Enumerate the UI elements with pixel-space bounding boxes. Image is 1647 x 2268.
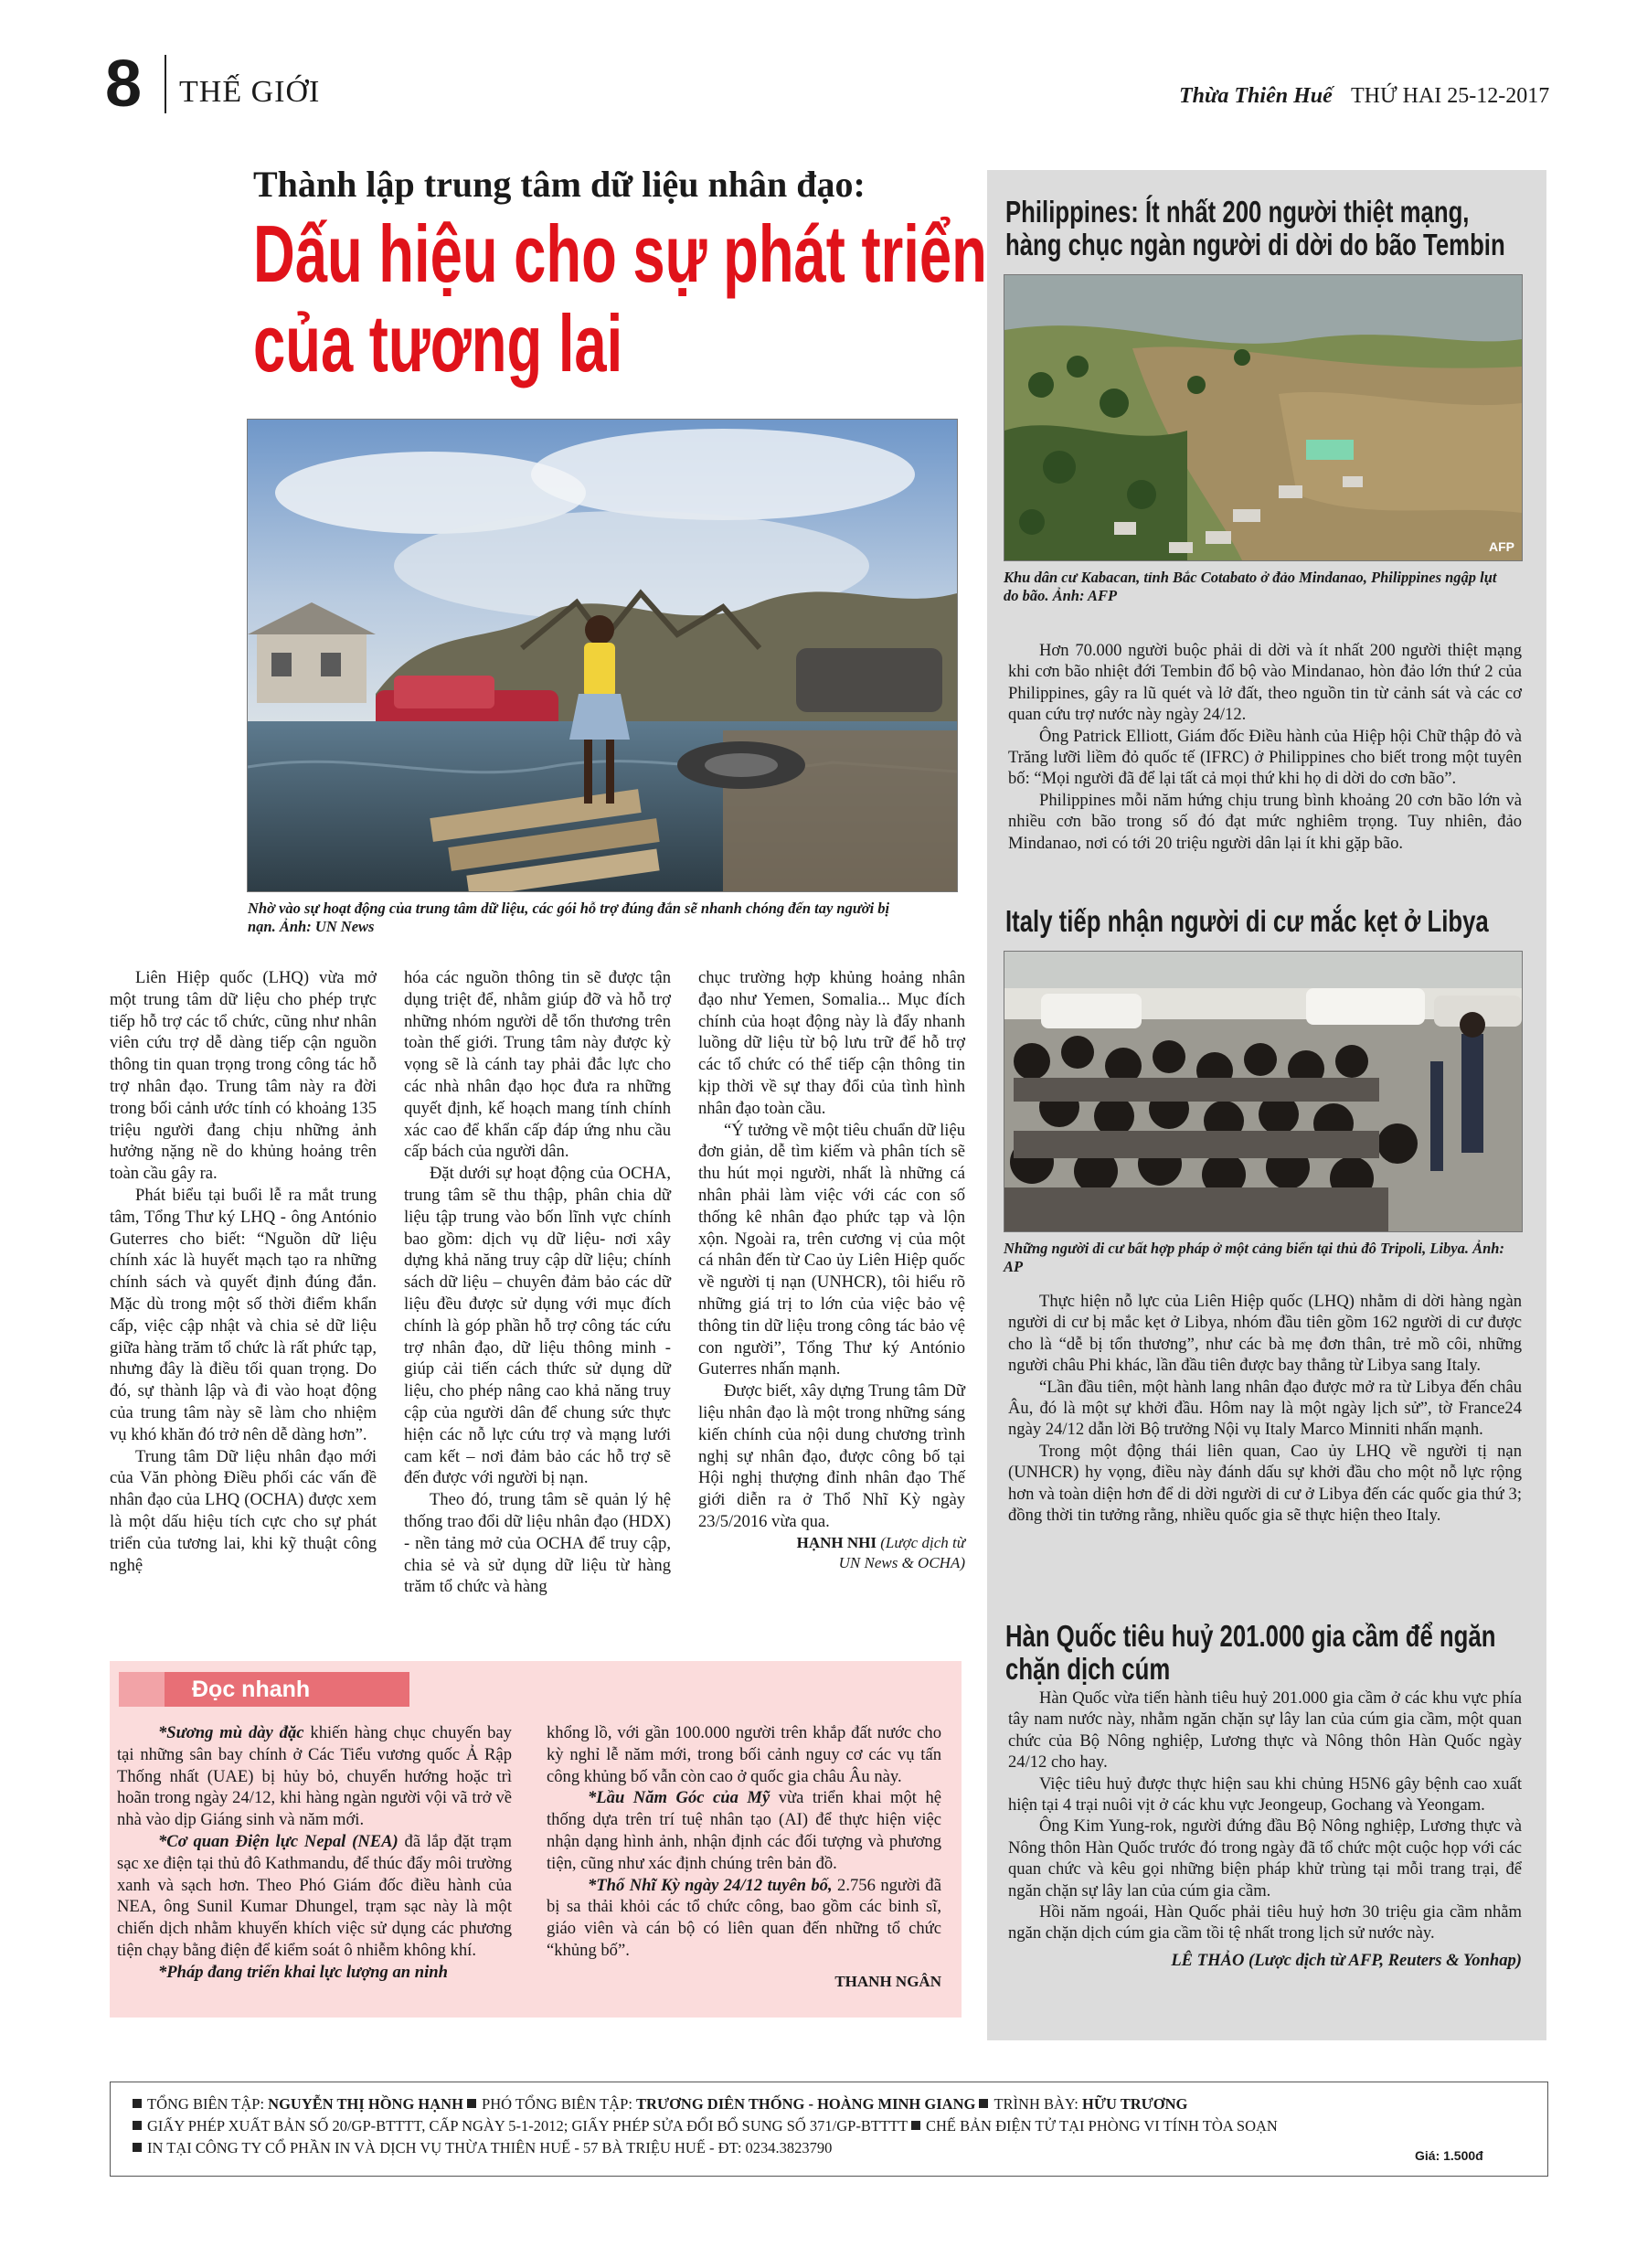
quick-read-left-column xyxy=(117,1722,512,1984)
quick-read-item xyxy=(117,1722,512,1831)
bullet-square-icon xyxy=(133,2099,142,2108)
korea-headline-line1: Hàn Quốc tiêu huỷ 201.000 gia cầm để ngăn xyxy=(1005,1619,1496,1653)
bullet-square-icon xyxy=(911,2121,920,2130)
main-col1-paragraph: Phát biểu tại buổi lễ ra mắt trung tâm, Tổng Thư ký LHQ - ông António Guterres cho biết: “Nguồn dữ liệu chính xác là huyết mạch tạo ra những chính sách và quyết định đúng đắn. Mặc dù trong một số thời điểm khẩn cấp, việc cập nhật và chia sẻ dữ liệu giữa hàng trăm tổ chức là rất phức tạp, nhưng đây là điều tối quan trọng. Do đó, sự thành lập và đi vào hoạt động của trung tâm này sẽ làm cho nhiệm vụ khó khăn đó trở nên dễ dàng hơn”. xyxy=(110,1185,377,1444)
footer-label: TRÌNH BÀY: xyxy=(994,2095,1079,2113)
price-label: Giá: 1.500đ xyxy=(1415,2148,1483,2163)
philippines-headline-line1: Philippines: Ít nhất 200 người thiệt mạng, xyxy=(1005,195,1470,229)
italy-paragraph: Trong một động thái liên quan, Cao ủy LHQ về người tị nạn (UNHCR) hy vọng, điều này đánh dấu sự khởi đầu cho một nỗ lực rộng hơn và toàn diện hơn để di dời người di cư ở Libya đến các quốc gia thứ 3; đồng thời tin tưởng rằng, nhiều quốc gia sẽ thực hiện theo Italy. xyxy=(1008,1441,1522,1526)
quick-read-lead: *Sương mù dày đặc xyxy=(158,1723,304,1742)
main-kicker: Thành lập trung tâm dữ liệu nhân đạo: xyxy=(253,164,866,205)
main-col2-paragraph: Đặt dưới sự hoạt động của OCHA, trung tâm sẽ thu thập, phân chia dữ liệu tập trung vào bốn lĩnh vực chính bao gồm: dịch vụ dữ liệu- nơi xây dựng khả năng truy cập dữ liệu; chính sách dữ liệu – chuyên đảm bảo các dữ liệu đều được sử dụng với mục đích chính là góp phần hỗ trợ công tác cứu trợ nhân đạo, dữ liệu thông minh - giúp cải tiến cách thức sử dụng dữ liệu, cho phép nâng cao khả năng truy cập của người dân để chung sức thực hiện các nỗ lực cứu trợ và mạng lưới cam kết – nơi đảm bảo các hỗ trợ sẽ đến được với người bị nạn. xyxy=(404,1164,671,1488)
main-column-2 xyxy=(404,967,671,1598)
korea-story-body xyxy=(1008,1688,1522,1971)
libya-migrants-photo xyxy=(1004,951,1523,1232)
quick-read-lead: *Cơ quan Điện lực Nepal (NEA) xyxy=(158,1831,398,1851)
main-photo xyxy=(247,419,958,892)
quick-read-text: khổng lồ, với gần 100.000 người trên khắp đất nước cho kỳ nghỉ lễ năm mới, trong bối cảnh nguy cơ các vụ tấn công khủng bố vẫn còn cao ở quốc gia châu Âu này. xyxy=(547,1723,941,1786)
bullet-square-icon xyxy=(979,2099,988,2108)
footer-printer: IN TẠI CÔNG TY CỔ PHẦN IN VÀ DỊCH VỤ THỪA THIÊN HUẾ - 57 BÀ TRIỆU HUẾ - ĐT: 0234.3823790 xyxy=(147,2139,833,2156)
section-name: THẾ GIỚI xyxy=(179,75,321,109)
quick-read-item xyxy=(547,1722,941,1787)
quick-read-byline: THANH NGÂN xyxy=(834,1972,941,1990)
korea-paragraph: Ông Kim Yung-rok, người đứng đầu Bộ Nông nghiệp, Lương thực và Nông thôn Hàn Quốc trước đó trong ngày đã tổ chức một cuộc họp với các quan chức và kêu gọi những biện pháp khử trùng tại mỗi trang trại, để ngăn chặn sự lây lan của cúm gia cầm. xyxy=(1008,1816,1522,1901)
main-byline-name: HẠNH NHI xyxy=(796,1533,877,1551)
philippines-paragraph: Hơn 70.000 người buộc phải di dời và ít nhất 200 người thiệt mạng khi cơn bão nhiệt đới Tembin đổ bộ vào Mindanao, hòn đảo lớn thứ 2 của Philippines, gây ra lũ quét và lở đất, theo nguồn tin từ cảnh sát và các cơ quan cứu trợ nước này ngày 24/12. xyxy=(1008,641,1522,725)
footer-typesetting: CHẾ BẢN ĐIỆN TỬ TẠI PHÒNG VI TÍNH TÒA SOẠN xyxy=(926,2117,1278,2135)
quick-read-lead: *Lầu Năm Góc của Mỹ xyxy=(588,1788,770,1808)
quick-read-lead: *Pháp đang triển khai lực lượng an ninh xyxy=(158,1962,448,1982)
footer-label: TỔNG BIÊN TẬP: xyxy=(147,2095,265,2113)
main-col1-paragraph: Trung tâm Dữ liệu nhân đạo mới của Văn phòng Điều phối các vấn đề nhân đạo của LHQ (OCHA) được xem là một dấu hiệu tích cực cho sự phát triển của tương lai, khi kỹ thuật công nghệ xyxy=(110,1446,377,1575)
quick-read-text: 2.756 người đã bị sa thải khỏi các tổ chức công, bao gồm các binh sĩ, giáo viên và cán bộ có liên quan đến những tổ chức “khủng bố”. xyxy=(547,1875,941,1960)
migrants-photo-illustration xyxy=(1004,952,1522,1231)
philippines-headline-line2: hàng chục ngàn người di dời do bão Tembin xyxy=(1005,228,1505,261)
main-byline-source2: UN News & OCHA) xyxy=(838,1553,965,1571)
quick-read-text: khiến hàng chục chuyến bay tại những sân bay chính ở Các Tiểu vương quốc Ả Rập Thống nhất (UAE) bị hủy bỏ, chuyển hướng hoặc trì hoãn trong ngày 24/12, khi hàng ngàn người vội vã trở về nhà vào dịp Giáng sinh và năm mới. xyxy=(117,1723,512,1830)
main-col3-paragraph: “Ý tưởng về một tiêu chuẩn dữ liệu đơn giản, dễ tìm kiếm và phân tích sẽ thu hút mọi người, nhất là những cá nhân phải làm việc với các con số thống kê nhân đạo phức tạp và lộn xộn. Ngoài ra, trên cương vị của một cá nhân đến từ Cao ủy Liên Hiệp quốc về người tị nạn (UNHCR), tôi hiểu rõ những giá trị to lớn của việc bảo vệ thông tin dữ liệu trong công tác bảo vệ con người”, Tổng Thư ký António Guterres nhấn mạnh. xyxy=(698,1120,965,1379)
main-photo-caption: Nhờ vào sự hoạt động của trung tâm dữ liệu, các gói hỗ trợ đúng đắn sẽ nhanh chóng đến tay người bị nạn. Ảnh: UN News xyxy=(248,900,890,935)
quick-read-item xyxy=(117,1962,512,1984)
korea-paragraph: Hàn Quốc vừa tiến hành tiêu huỷ 201.000 gia cầm ở các khu vực phía tây nam nước này, nhằm ngăn chặn sự lây lan của cúm gia cầm, một quan chức của Bộ Nông nghiệp, Lương thực và Nông thôn Hàn Quốc ngày 24/12 cho hay. xyxy=(1008,1688,1522,1773)
main-col1-paragraph: Liên Hiệp quốc (LHQ) vừa mở một trung tâm dữ liệu cho phép trực tiếp hỗ trợ các tổ chức, cũng như nhân viên cứu trợ dễ dàng tiếp cận nguồn thông tin quan trọng trong công tác hỗ trợ nhân đạo. Trung tâm này ra đời trong bối cảnh ước tính có khoảng 135 triệu người đang chịu những ảnh hưởng nặng nề do khủng hoảng trên toàn cầu gây ra. xyxy=(110,968,377,1184)
philippines-flood-photo xyxy=(1004,274,1523,561)
quick-read-lead: *Thổ Nhĩ Kỳ ngày 24/12 tuyên bố, xyxy=(588,1875,833,1895)
flood-photo-illustration xyxy=(1004,275,1522,560)
page-number: 8 xyxy=(105,48,143,121)
quick-read-text: đã lắp đặt trạm sạc xe điện tại thủ đô Kathmandu, để thúc đẩy môi trường xanh và sạch hơn. Theo Phó Giám đốc điều hành của NEA, ông Sunil Kumar Dhungel, trạm sạc này là một chiến dịch nhằm khuyến khích việc sử dụng các phương tiện chạy bằng điện để kiểm soát ô nhiễm không khí. xyxy=(117,1831,512,1960)
main-column-1 xyxy=(110,967,377,1576)
italy-story-body xyxy=(1008,1291,1522,1526)
main-col2-paragraph: hóa các nguồn thông tin sẽ được tận dụng triệt để, nhằm giúp đỡ và hỗ trợ những nhóm người dễ tổn thương trên toàn thế giới. Trung tâm này được kỳ vọng sẽ là cánh tay phải đắc lực cho các nhà nhân đạo học đưa ra những quyết định, kế hoạch mang tính chính xác cao để khẩn cấp đáp ứng nhu cầu cấp bách của người dân. xyxy=(404,968,671,1162)
quick-read-item xyxy=(117,1831,512,1962)
footer-staff-line xyxy=(133,2093,1187,2115)
footer-label: PHÓ TỔNG BIÊN TẬP: xyxy=(482,2095,632,2113)
main-byline-source1: (Lược dịch từ xyxy=(880,1533,965,1551)
main-photo-illustration xyxy=(248,420,957,891)
header-divider xyxy=(165,55,166,113)
main-col2-paragraph: Theo đó, trung tâm sẽ quản lý hệ thống trao đổi dữ liệu nhân đạo (HDX) - nền tảng mở của OCHA để truy cập, chia sẻ và sử dụng dữ liệu từ hàng trăm tổ chức và hàng xyxy=(404,1490,671,1597)
footer-layout-designer: HỮU TRƯƠNG xyxy=(1082,2095,1188,2113)
italy-headline: Italy tiếp nhận người di cư mắc kẹt ở Libya xyxy=(1005,904,1489,938)
main-col3-paragraph: Được biết, xây dựng Trung tâm Dữ liệu nhân đạo là một trong những sáng kiến chính của nội dung chương trình nghị sự nhân đạo, được công bố tại Hội nghị thượng đỉnh nhân đạo Thế giới diễn ra ở Thổ Nhĩ Kỳ ngày 23/5/2016 vừa qua. xyxy=(698,1381,965,1531)
italy-paragraph: “Lần đầu tiên, một hành lang nhân đạo được mở ra từ Libya đến châu Âu, đó là một sự khởi đầu. Hôm nay là một ngày lịch sử”, tờ France24 ngày 24/12 dẫn lời Bộ trưởng Nội vụ Italy Marco Minniti nhấn mạnh. xyxy=(1008,1377,1522,1440)
quick-read-right-column xyxy=(547,1722,941,1993)
quick-read-item xyxy=(547,1787,941,1874)
korea-byline: LÊ THẢO (Lược dịch từ AFP, Reuters & Yonhap) xyxy=(1171,1950,1522,1970)
footer-deputy-editors: TRƯƠNG DIÊN THỐNG - HOÀNG MINH GIANG xyxy=(636,2095,976,2113)
quick-read-item xyxy=(547,1875,941,1962)
issue-date: THỨ HAI 25-12-2017 xyxy=(1351,84,1550,108)
afp-watermark: AFP xyxy=(1489,539,1514,554)
quick-read-title: Đọc nhanh xyxy=(192,1677,311,1702)
philippines-photo-caption: Khu dân cư Kabacan, tỉnh Bắc Cotabato ở đảo Mindanao, Philippines ngập lụt do bão. Ảnh: AFP xyxy=(1004,569,1497,604)
korea-paragraph: Hồi năm ngoái, Hàn Quốc phải tiêu huỷ hơn 30 triệu gia cầm nhằm ngăn chặn dịch cúm gia cầm tồi tệ nhất trong lịch sử nước này. xyxy=(1008,1902,1522,1943)
korea-paragraph: Việc tiêu huỷ được thực hiện sau khi chủng H5N6 gây bệnh cao xuất hiện tại 4 trại nuôi vịt ở các khu vực Jeongeup, Gochang và Yeongam. xyxy=(1008,1773,1522,1815)
philippines-story-body xyxy=(1008,640,1522,854)
footer-license-line xyxy=(133,2115,1278,2137)
bullet-square-icon xyxy=(133,2143,142,2152)
main-headline-line1: Dấu hiệu cho sự phát triển xyxy=(253,208,987,299)
korea-headline-line2: chặn dịch cúm xyxy=(1005,1652,1171,1686)
main-col3-paragraph: chục trường hợp khủng hoảng nhân đạo như Yemen, Somalia... Mục đích chính của hoạt động này là đẩy nhanh luồng dữ liệu từ bộ lưu trữ để hỗ trợ các tổ chức có thể tiếp cận thông tin kịp thời về sự thay đổi của tình hình nhân đạo toàn cầu. xyxy=(698,968,965,1118)
philippines-paragraph: Philippines mỗi năm hứng chịu trung bình khoảng 20 cơn bão lớn và nhiều cơn bão trong số đó đạt mức nghiêm trọng. Tuy nhiên, đảo Mindanao, nơi có tới 20 triệu người dân lại ít khi gặp bão. xyxy=(1008,790,1522,853)
footer-editor-in-chief: NGUYỄN THỊ HỒNG HẠNH xyxy=(268,2095,463,2113)
main-headline-line2: của tương lai xyxy=(253,298,623,389)
philippines-paragraph: Ông Patrick Elliott, Giám đốc Điều hành của Hiệp hội Chữ thập đỏ và Trăng lưỡi liềm đỏ quốc tế (IFRC) ở Philippines cho biết trong một tuyên bố: “Mọi người đã để lại tất cả mọi thứ khi họ di dời do cơn bão”. xyxy=(1008,726,1522,789)
main-byline xyxy=(698,1533,965,1573)
main-column-3 xyxy=(698,967,965,1573)
bullet-square-icon xyxy=(467,2099,476,2108)
quick-read-text: vừa triển khai một hệ thống dựa trên trí tuệ nhân tạo (AI) để thực hiện việc nhận dạng hình ảnh, nhận định các đối tượng và phương tiện, cũng như xác định chúng trên bản đồ. xyxy=(547,1788,941,1873)
libya-photo-caption: Những người di cư bất hợp pháp ở một cảng biển tại thủ đô Tripoli, Libya. Ảnh: AP xyxy=(1004,1240,1504,1275)
bullet-square-icon xyxy=(133,2121,142,2130)
footer-printer-line xyxy=(133,2137,832,2159)
newspaper-name: Thừa Thiên Huế xyxy=(1179,84,1333,108)
footer-license: GIẤY PHÉP XUẤT BẢN SỐ 20/GP-BTTTT, CẤP NGÀY 5-1-2012; GIẤY PHÉP SỬA ĐỔI BỔ SUNG SỐ 371/GP-BTTTT xyxy=(147,2117,908,2135)
italy-paragraph: Thực hiện nỗ lực của Liên Hiệp quốc (LHQ) nhằm di dời hàng ngàn người di cư bị mắc kẹt ở Libya, nhóm đầu tiên gồm 162 người di cư được cho là “dễ bị tổn thương”, như các bà mẹ đơn thân, trẻ mồ côi, những người châu Phi khác, lần đầu tiên được bay thẳng từ Libya sang Italy. xyxy=(1008,1292,1522,1376)
